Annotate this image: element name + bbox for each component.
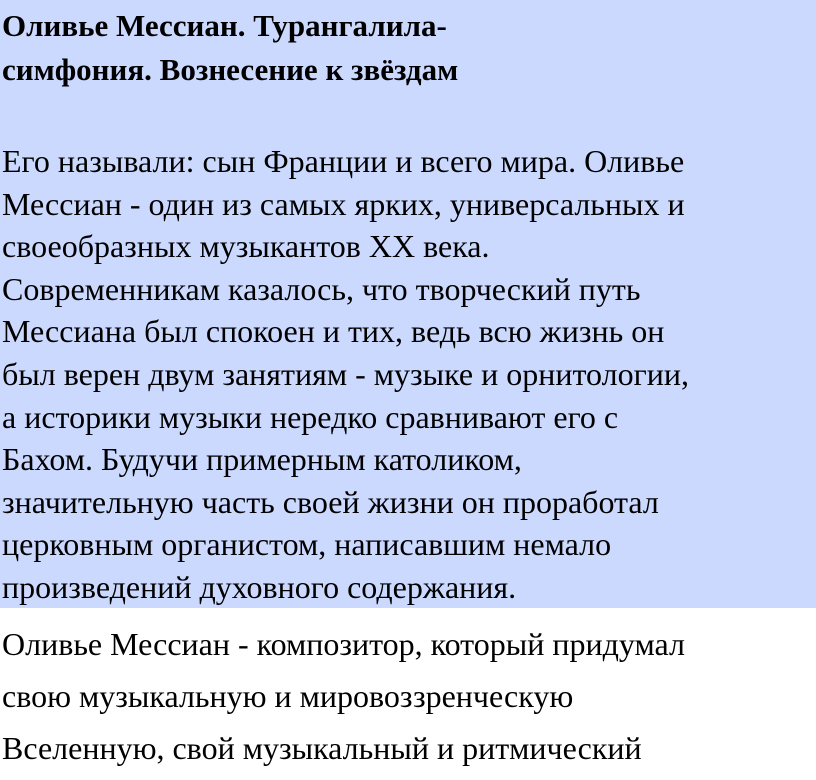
second-paragraph (2, 618, 814, 774)
paragraph-line: церковным органистом, написавшим немало (2, 526, 612, 563)
paragraph-line: а историки музыки нередко сравнивают его с (2, 398, 619, 435)
paragraph-line: Оливье Мессиан - композитор, который придумал (2, 626, 685, 662)
paragraph-line: Вселенную, свой музыкальный и ритмический (2, 730, 642, 766)
paragraph-line: Бахом. Будучи примерным католиком, (2, 441, 522, 478)
paragraph-line: Мессиан - один из самых ярких, универсальных и (2, 185, 685, 222)
title-line: Оливье Мессиан. Турангалила- (2, 8, 447, 43)
paragraph-line: значительную часть своей жизни он проработал (2, 483, 659, 520)
intro-paragraph (2, 140, 814, 609)
title-line: симфония. Вознесение к звёздам (2, 52, 459, 87)
paragraph-line: Его называли: сын Франции и всего мира. Оливье (2, 143, 685, 179)
paragraph-line: своеобразных музыкантов XX века. (2, 228, 490, 265)
paragraph-line: Современникам казалось, что творческий путь (2, 270, 641, 307)
paragraph-line: Мессиана был спокоен и тих, ведь всю жизнь он (2, 313, 665, 350)
document-title (2, 4, 782, 92)
paragraph-line: свою музыкальную и мировоззренческую (2, 678, 574, 714)
paragraph-line: произведений духовного содержания. (2, 568, 517, 605)
paragraph-line: был верен двум занятиям - музыке и орнитологии, (2, 355, 689, 392)
